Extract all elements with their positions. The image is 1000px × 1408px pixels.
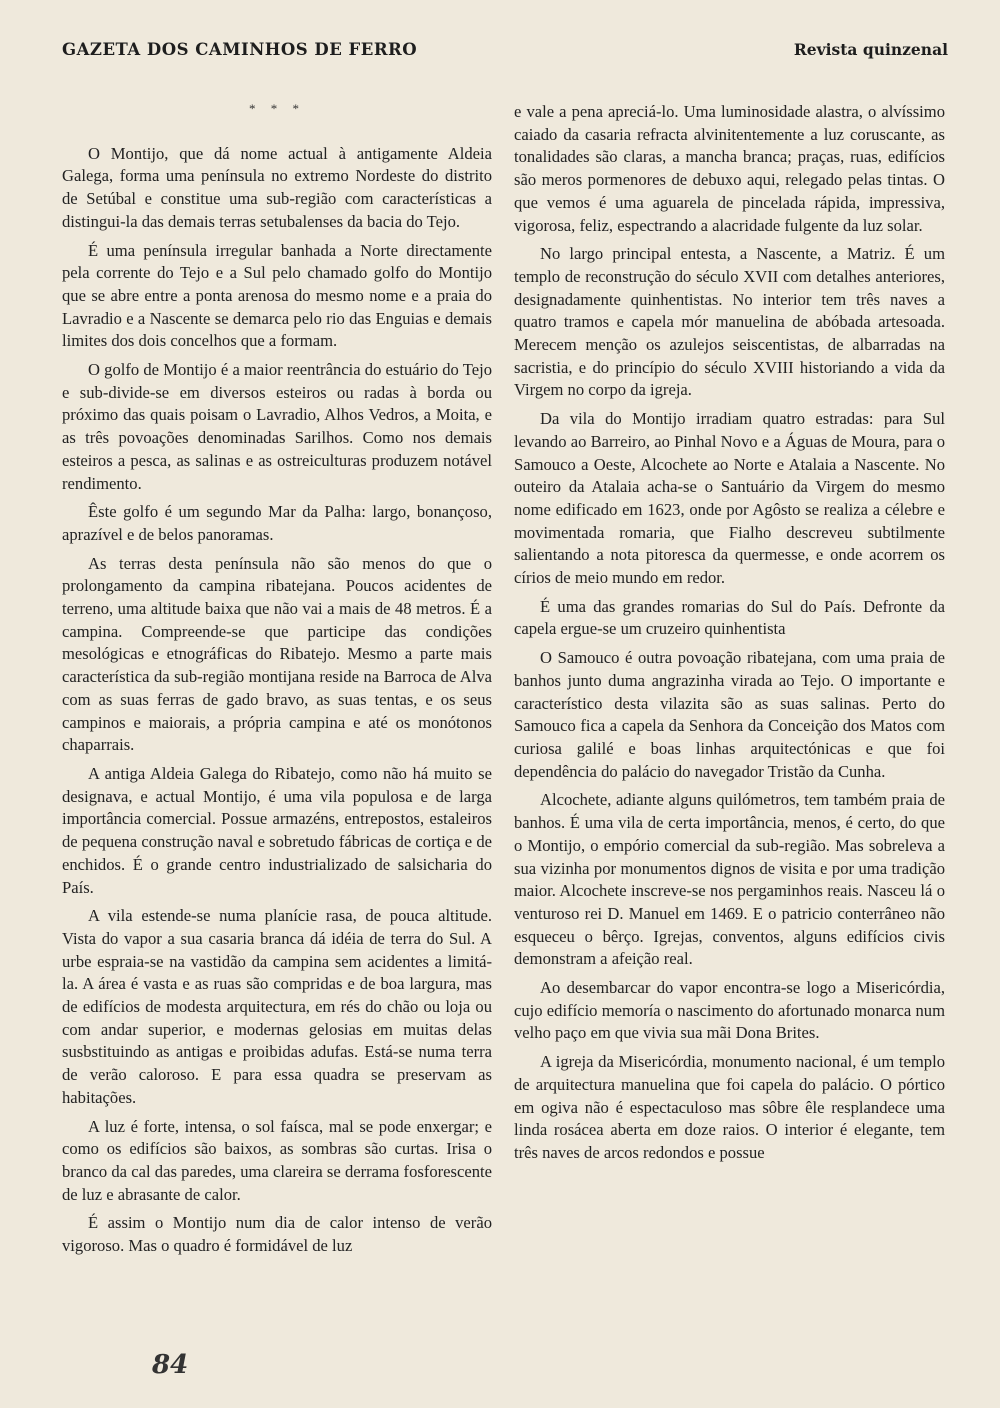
paragraph: No largo principal entesta, a Nascente, a Matriz. É um templo de reconstrução do século XVII com detalhes anteriores, designadamente quinhentistas. No interior tem três naves a quatro tramos e capela mór manuelina de abóbada artesoada. Merecem menção os azulejos seiscentistas, de albarradas na sacristia, e do princípio do século XVIII historiando a vida da Virgem no corpo da igreja. — [514, 244, 945, 400]
page-header — [62, 40, 948, 70]
paragraph: A luz é forte, intensa, o sol faísca, mal se pode enxergar; e como os edifícios são baixos, as sombras são curtas. Irisa o branco da cal das paredes, uma clareira se derrama fosforescente de luz e abrasante de calor. — [62, 1116, 492, 1204]
paragraph: Da vila do Montijo irradiam quatro estradas: para Sul levando ao Barreiro, ao Pinhal Novo e a Águas de Moura, para o Samouco a Oeste, Alcochete ao Norte e Atalaia a Nascente. No outeiro da Atalaia acha-se o Santuário da Virgem do mesmo nome edificado em 1623, onde por Agôsto se realiza a célebre e movimentada romaria, que Fialho descreveu subtilmente salientando a nota pitoresca da quermesse, e onde acorrem os círios de meio mundo em redor. — [514, 409, 945, 588]
page-number: 84 — [152, 1350, 189, 1380]
journal-subtitle: Revista quinzenal — [793, 40, 948, 59]
paragraph: Ao desembarcar do vapor encontra-se logo a Misericórdia, cujo edifício memoría o nascimento do afortunado monarca num velho paço em que vivia sua mãi Dona Brites. — [514, 978, 945, 1043]
paragraph: O Samouco é outra povoação ribatejana, com uma praia de banhos junto duma angrazinha virada ao Tejo. O importante e característico desta vilazita são as suas salinas. Perto do Samouco fica a capela da Senhora da Conceição dos Matos com curiosa galilé e boas linhas arquitectónicas e que foi dependência do palácio do navegador Tristão da Cunha. — [514, 648, 945, 781]
journal-title: GAZETA DOS CAMINHOS DE FERRO — [62, 40, 418, 59]
paragraph: As terras desta península não são menos do que o prolongamento da campina ribatejana. Poucos acidentes de terreno, uma altitude baixa que não vai a mais de 48 metros. É a campina. Compreende-se que participe das condições mesológicas e etnográficas do Ribatejo. Mesmo a parte mais característica da sub-região montijana reside na Barroca de Alva com as suas ferras de gado bravo, as suas tentas, e os seus campinos e maiorais, a própria campina e até os monótonos chaparrais. — [62, 553, 492, 755]
paragraph: A vila estende-se numa planície rasa, de pouca altitude. Vista do vapor a sua casaria branca dá idéia de terra do Sul. A urbe espraia-se na vastidão da campina sem acidentes a limitá-la. A área é vasta e as ruas são compridas e de boa largura, mas de edifícios de modesta arquitectura, em rés do chão ou loja ou com andar superior, e modernas gelosias em muitas delas susbstituindo as antigas e proibidas adufas. Está-se numa terra de verão caloroso. E para essa quadra se preservam as habitações. — [62, 906, 492, 1107]
paragraph: Alcochete, adiante alguns quilómetros, tem também praia de banhos. É uma vila de certa importância, menos, é certo, do que o Montijo, o empório comercial da sub-região. Mas sobreleva a sua vizinha por monumentos dignos de visita e por uma tradição maior. Alcochete inscreve-se nos pergaminhos reais. Nasceu lá o venturoso rei D. Manuel em 1469. E o patricio conterrâneo não esqueceu o bêrço. Igrejas, conventos, alguns edifícios civis demonstram a afeição real. — [514, 790, 945, 969]
paragraph: É assim o Montijo num dia de calor intenso de verão vigoroso. Mas o quadro é formidável de luz — [62, 1213, 492, 1256]
paragraph-continuation: e vale a pena apreciá-lo. Uma luminosidade alastra, o alvíssimo caiado da casaria refracta alvinitentemente a luz coruscante, as tonalidades são claras, a mancha branca; praças, ruas, edifícios são meros pormenores de debuxo aqui, relegado pelas tintas. O que vemos é uma aguarela de pincelada rápida, impressiva, vigorosa, feliz, espectrando a alacridade fulgente da luz solar. — [514, 102, 945, 235]
paragraph: O golfo de Montijo é a maior reentrância do estuário do Tejo e sub-divide-se em diversos esteiros ou radas à borda ou próximo das quais poisam o Lavradio, Alhos Vedros, a Moita, e as três povoações denominadas Sarilhos. Como nos demais esteiros a pesca, as salinas e as ostreiculturas produzem notável rendimento. — [62, 360, 492, 493]
section-separator: * * * — [249, 101, 305, 116]
paragraph: É uma das grandes romarias do Sul do País. Defronte da capela ergue-se um cruzeiro quinhentista — [514, 596, 945, 639]
left-column — [62, 98, 492, 1264]
paragraph: O Montijo, que dá nome actual à antigamente Aldeia Galega, forma uma península no extremo Nordeste do distrito de Setúbal e constitue uma sub-região com características a distingui-la das demais terras setubalenses da bacia do Tejo. — [62, 143, 492, 231]
paragraph: A igreja da Misericórdia, monumento nacional, é um templo de arquitectura manuelina que foi capela do palácio. O pórtico em ogiva não é espectaculoso mas sôbre êle resplandece uma linda rosácea aberta em doze raios. O interior é elegante, tem três naves de arcos redondos e possue — [514, 1052, 945, 1162]
right-column — [514, 101, 945, 1171]
paragraph: A antiga Aldeia Galega do Ribatejo, como não há muito se designava, e actual Montijo, é uma vila populosa e de larga importância comercial. Possue armazéns, entrepostos, estaleiros de pequena construção naval e sobretudo fábricas de cortiça e de enchidos. É o grande centro industrializado de salsicharia do País. — [62, 763, 492, 897]
paragraph: É uma península irregular banhada a Norte directamente pela corrente do Tejo e a Sul pelo chamado golfo do Montijo que se abre entre a ponta arenosa do mesmo nome e a praia do Lavradio e a Nascente se demarca pelo rio das Enguias e demais limites dos dois concelhos que a formam. — [62, 240, 492, 351]
paragraph: Êste golfo é um segundo Mar da Palha: largo, bonançoso, aprazível e de belos panoramas. — [62, 502, 492, 544]
